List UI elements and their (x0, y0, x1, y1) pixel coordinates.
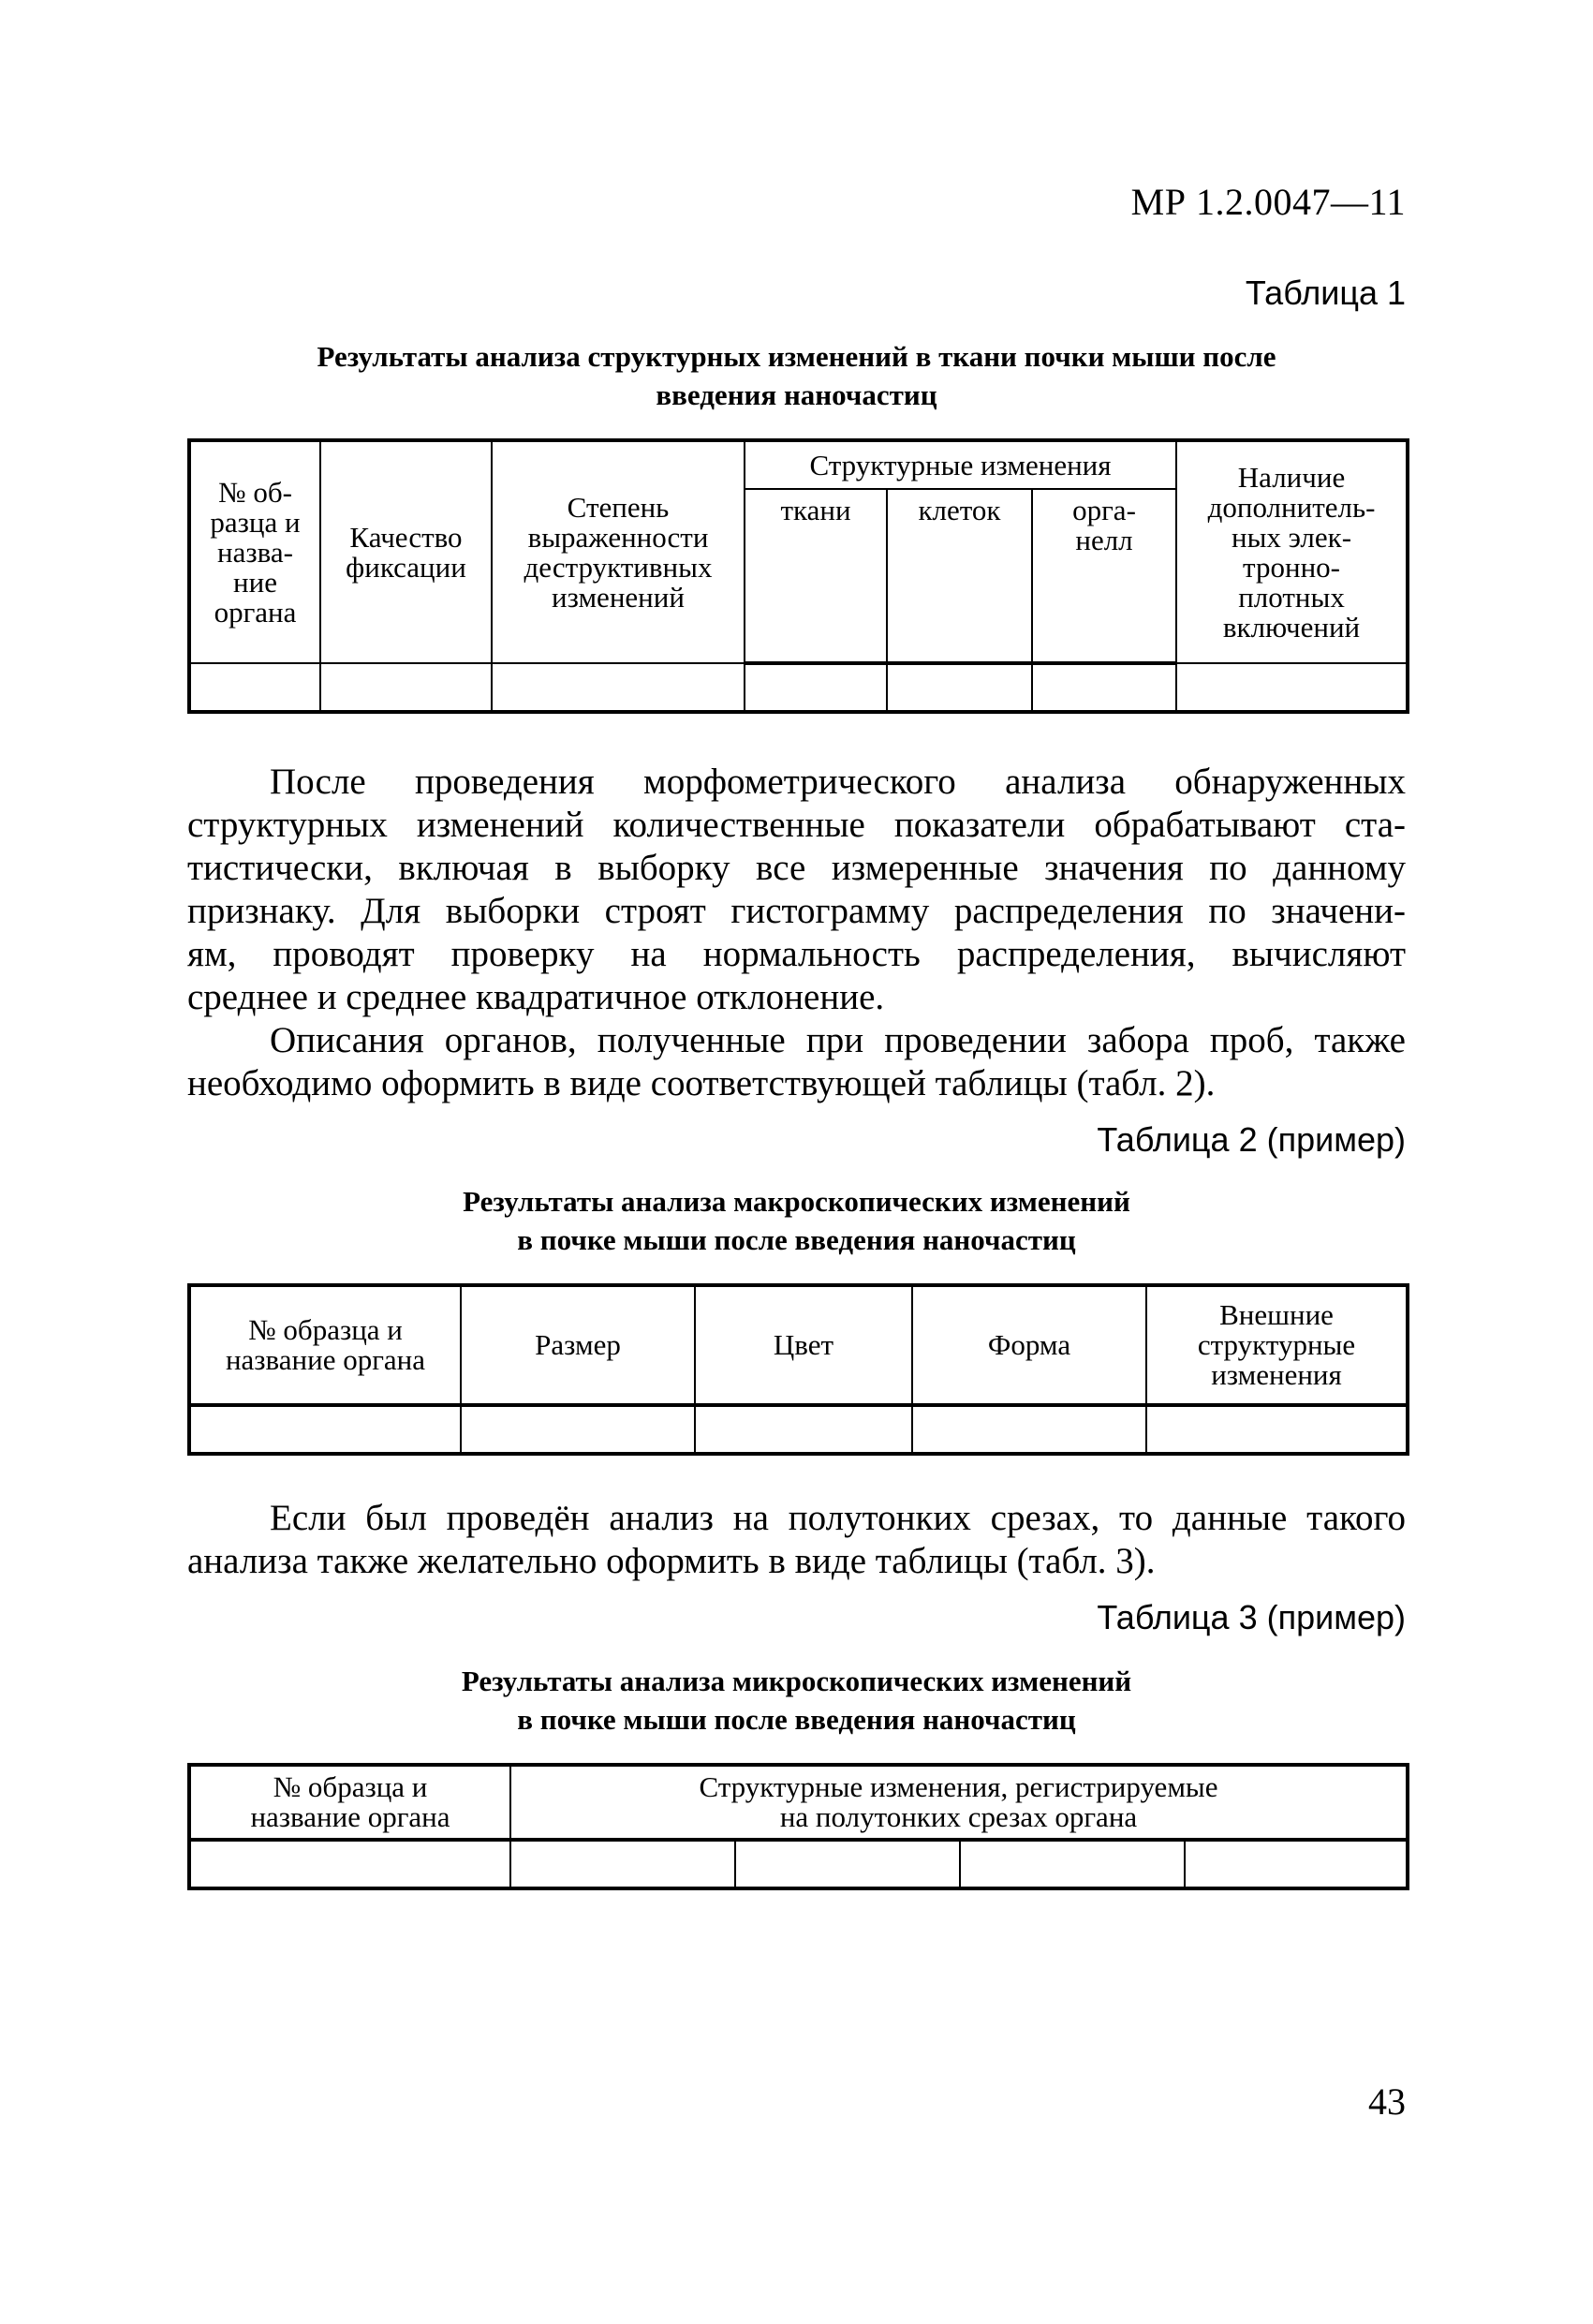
page-number: 43 (1368, 2080, 1406, 2123)
table2-col-sample: № образца и название органа (189, 1285, 461, 1405)
table1-col-sample: № об- разца и назва- ние органа (189, 440, 320, 663)
paragraph-semithin-sections: Если был проведён анализ на полутонких срезах, то данные такого анализа также желательно оформить в виде таблицы (табл. 3). (187, 1498, 1406, 1581)
table1 (187, 438, 1409, 714)
table1-label: Таблица 1 (1245, 274, 1406, 312)
table3-col-structural: Структурные изменения, регистрируемые на полутонких срезах органа (510, 1765, 1408, 1840)
table2-title-line2: в почке мыши после введения наночастиц (517, 1223, 1076, 1256)
paragraph-morphometric: После проведения морфометрического анализа обнаруженных структурных изменений количественные показатели обрабатывают ста- тистически, включая в выборку все измеренные значения по данному признаку. Для выборки строят гистограмму распределения по значени- ям, проводят проверку на нормальность распределения, вычисляют среднее и среднее квадратичное отклонение. (187, 762, 1406, 1017)
table1-title-line2: введения наночастиц (656, 378, 937, 411)
table1-sub-tissue: ткани (745, 489, 887, 663)
table1-group-structural: Структурные изменения (745, 440, 1176, 489)
table2-title (187, 1182, 1406, 1259)
table1-col-degree: Степень выраженности деструктивных изменений (492, 440, 745, 663)
table2-col-external: Внешние структурные изменения (1146, 1285, 1408, 1405)
table2-label: Таблица 2 (пример) (1097, 1120, 1406, 1159)
table1-title (187, 337, 1406, 414)
table2-empty-row (189, 1405, 1408, 1454)
table3-label: Таблица 3 (пример) (1097, 1598, 1406, 1636)
table2-col-color: Цвет (695, 1285, 912, 1405)
table1-sub-cells: клеток (887, 489, 1032, 663)
table2-col-shape: Форма (912, 1285, 1146, 1405)
table3-empty-row (189, 1840, 1408, 1888)
document-code: МР 1.2.0047—11 (1130, 181, 1406, 223)
table3-title-line2: в почке мыши после введения наночастиц (517, 1703, 1076, 1736)
table1-col-fixation: Качество фиксации (320, 440, 492, 663)
table2 (187, 1283, 1409, 1456)
table3-title-line1: Результаты анализа микроскопических изменений (461, 1665, 1132, 1697)
table3-col-sample: № образца и название органа (189, 1765, 510, 1840)
table1-title-line1: Результаты анализа структурных изменений в ткани почки мыши после (317, 340, 1276, 373)
table2-col-size: Размер (461, 1285, 695, 1405)
table1-sub-organelles: орга- нелл (1032, 489, 1176, 663)
table3 (187, 1763, 1409, 1890)
table1-empty-row (189, 663, 1408, 712)
table2-title-line1: Результаты анализа макроскопических изменений (463, 1185, 1130, 1218)
paragraph-organ-descriptions: Описания органов, полученные при проведении забора проб, также необходимо оформить в виде соответствующей таблицы (табл. 2). (187, 1020, 1406, 1103)
table1-col-inclusions: Наличие дополнитель- ных элек- тронно- плотных включений (1176, 440, 1408, 663)
table3-title (187, 1662, 1406, 1739)
